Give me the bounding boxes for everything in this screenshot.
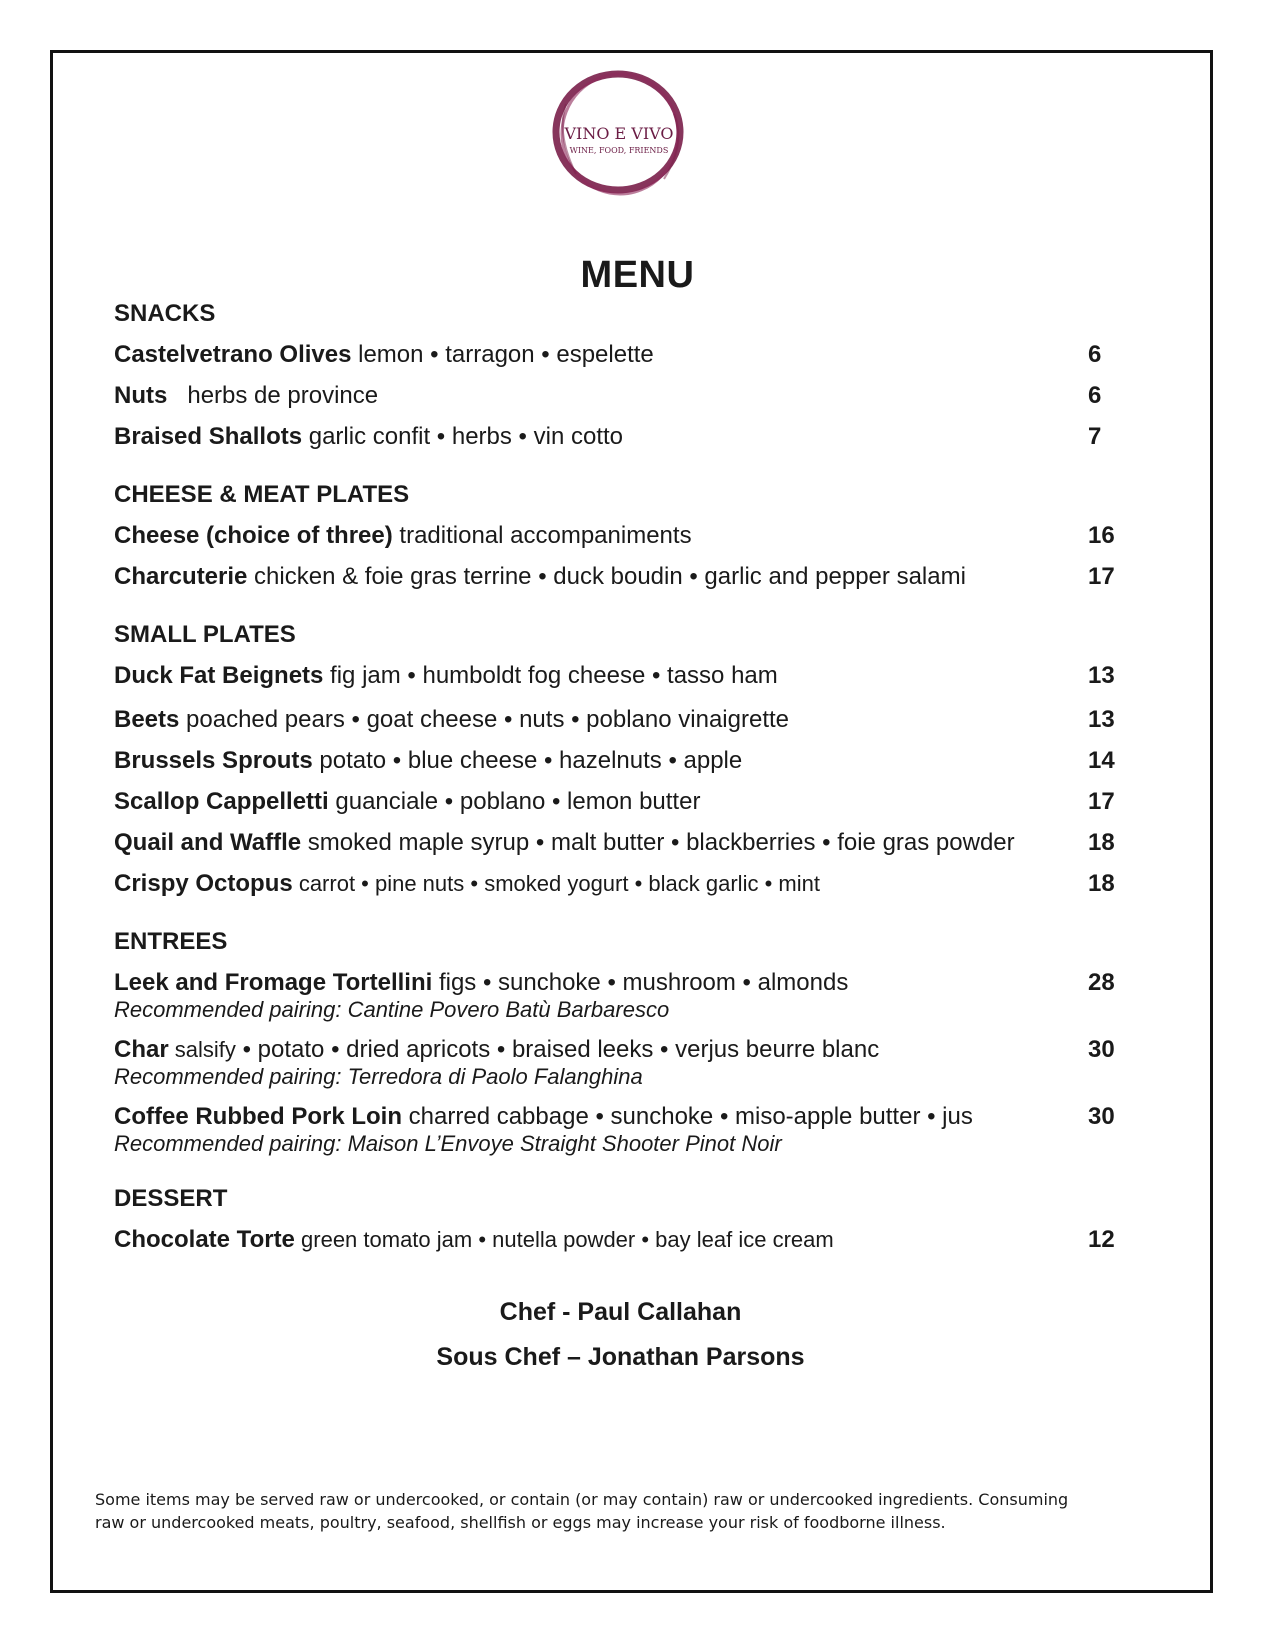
item-name: Scallop Cappelletti: [114, 788, 329, 815]
logo-name: VINO E VIVO: [564, 124, 674, 143]
item-name: Nuts: [114, 382, 168, 409]
item-description: charred cabbage • sunchoke • miso-apple butter • jus: [402, 1103, 973, 1130]
item-name: Coffee Rubbed Pork Loin: [114, 1103, 402, 1130]
item-description: traditional accompaniments: [392, 522, 692, 549]
item-name: Leek and Fromage Tortellini: [114, 969, 433, 996]
section-heading-entrees: ENTREES: [114, 928, 228, 955]
item-name: Duck Fat Beignets: [114, 662, 324, 689]
menu-item: [114, 563, 1114, 591]
item-description: figs • sunchoke • mushroom • almonds: [432, 969, 849, 996]
item-description: potato • blue cheese • hazelnuts • apple: [312, 747, 743, 774]
menu-item: [114, 522, 1114, 550]
menu-item: [114, 747, 1114, 775]
chef-credit: Chef - Paul Callahan: [499, 1298, 742, 1326]
item-description-lead: salsify: [168, 1037, 236, 1062]
wine-pairing: Recommended pairing: Terredora di Paolo Falanghina: [114, 1064, 643, 1089]
item-price: 13: [1088, 706, 1115, 733]
menu-item: [114, 1226, 1114, 1254]
item-price: 18: [1088, 829, 1115, 856]
item-price: 12: [1088, 1226, 1115, 1253]
menu-item: [114, 662, 1114, 690]
menu-item: [114, 382, 1114, 410]
item-price: 18: [1088, 870, 1115, 897]
item-price: 30: [1088, 1036, 1115, 1063]
item-description: guanciale • poblano • lemon butter: [328, 788, 701, 815]
item-price: 14: [1088, 747, 1115, 774]
item-description: herbs de province: [167, 382, 379, 409]
menu-item: [114, 341, 1114, 369]
item-name: Chocolate Torte: [114, 1226, 295, 1253]
menu-item: [114, 870, 1114, 898]
item-name: Char: [114, 1036, 169, 1063]
restaurant-logo: [546, 64, 696, 204]
menu-item: [114, 423, 1114, 451]
food-safety-disclaimer: Some items may be served raw or undercooked, or contain (or may contain) raw or undercooked ingredients. Consuming raw or undercooked meats, poultry, seafood, shellfish or eggs may increase your risk of foodborne illness.: [95, 1490, 1069, 1532]
item-name: Castelvetrano Olives: [114, 341, 352, 368]
item-price: 17: [1088, 788, 1115, 815]
item-name: Quail and Waffle: [114, 829, 302, 856]
logo-tagline: WINE, FOOD, FRIENDS: [569, 146, 669, 155]
menu-item: [114, 829, 1114, 857]
page-title: MENU: [580, 254, 695, 296]
item-description: carrot • pine nuts • smoked yogurt • black garlic • mint: [292, 871, 820, 896]
item-price: 13: [1088, 662, 1115, 689]
item-description: garlic confit • herbs • vin cotto: [302, 423, 624, 450]
item-price: 6: [1088, 382, 1102, 409]
item-name: Braised Shallots: [114, 423, 303, 450]
item-price: 28: [1088, 969, 1115, 996]
wine-pairing: Recommended pairing: Cantine Povero Batù Barbaresco: [114, 997, 670, 1022]
item-price: 30: [1088, 1103, 1115, 1130]
menu-item: [114, 1103, 1114, 1131]
item-description: • potato • dried apricots • braised leeks • verjus beurre blanc: [235, 1036, 880, 1063]
logo-ring-icon: [546, 64, 696, 204]
section-heading-cheese-meat: CHEESE & MEAT PLATES: [114, 481, 410, 508]
sous-chef-credit: Sous Chef – Jonathan Parsons: [436, 1343, 805, 1371]
item-description: smoked maple syrup • malt butter • blackberries • foie gras powder: [301, 829, 1015, 856]
item-price: 17: [1088, 563, 1115, 590]
menu-item: [114, 788, 1114, 816]
item-description: chicken & foie gras terrine • duck boudin • garlic and pepper salami: [247, 563, 966, 590]
section-heading-snacks: SNACKS: [114, 300, 216, 327]
section-heading-dessert: DESSERT: [114, 1185, 228, 1212]
item-description: lemon • tarragon • espelette: [351, 341, 654, 368]
menu-item: [114, 1036, 1114, 1064]
section-heading-small-plates: SMALL PLATES: [114, 621, 296, 648]
item-description: fig jam • humboldt fog cheese • tasso ham: [323, 662, 778, 689]
item-name: Crispy Octopus: [114, 870, 293, 897]
item-price: 7: [1088, 423, 1102, 450]
item-description: green tomato jam • nutella powder • bay leaf ice cream: [294, 1227, 834, 1252]
item-name: Charcuterie: [114, 563, 248, 590]
wine-pairing: Recommended pairing: Maison L’Envoye Straight Shooter Pinot Noir: [114, 1131, 782, 1156]
menu-item: [114, 706, 1114, 734]
item-price: 16: [1088, 522, 1115, 549]
item-price: 6: [1088, 341, 1102, 368]
item-description: poached pears • goat cheese • nuts • poblano vinaigrette: [179, 706, 789, 733]
item-name: Brussels Sprouts: [114, 747, 313, 774]
item-name: Cheese (choice of three): [114, 522, 393, 549]
menu-item: [114, 969, 1114, 997]
item-name: Beets: [114, 706, 180, 733]
